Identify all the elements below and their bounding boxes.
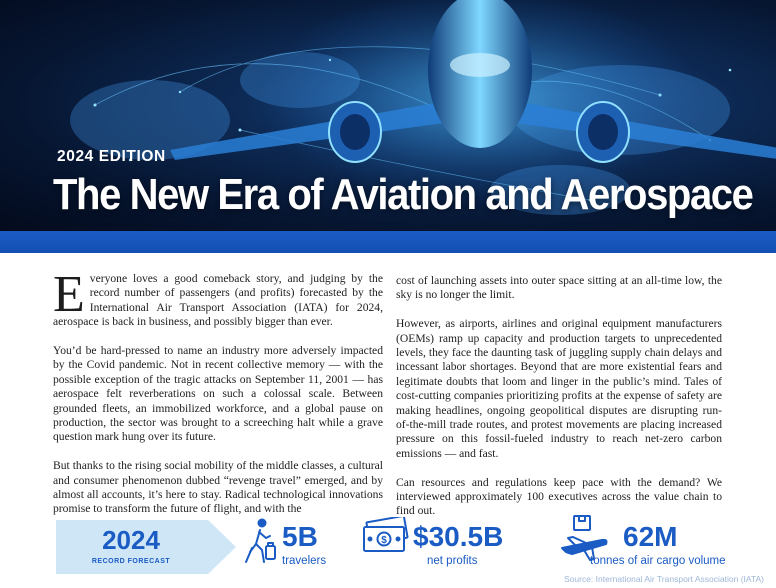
profits-value: $30.5B	[413, 521, 504, 552]
paragraph	[53, 266, 383, 330]
badge-label: RECORD FORECAST	[91, 558, 171, 565]
hero-banner	[0, 0, 776, 231]
drop-cap: E	[53, 266, 85, 323]
paragraph: cost of launching assets into outer space sitting at an all-time low, the sky is no longer the limit.	[396, 274, 722, 302]
edition-label: 2024 EDITION	[57, 148, 166, 165]
paragraph-text: veryone loves a good comeback story, and judging by the record number of passengers (and profits) forecasted by the International Air Transport Association (IATA) for 2024, aerospace is back in business, and possibly bigger than ever.	[53, 272, 383, 329]
cargo-value: 62M	[623, 521, 678, 552]
paragraph: However, as airports, airlines and original equipment manufacturers (OEMs) ramp up capacity and production targets to unprecedented levels, they face the daunting task of juggling supply chain delays and incessant labor shortages. Beyond that are more existential fears and legitimate doubts that loom and linger in the public’s mind. Tales of cost-cutting companies prioritizing profits at the expense of safety are making headlines, ongoing geopolitical disputes are disrupting run-of-the-mill trade routes, and protest movements are placing increased pressure on this fossil-fueled industry to reach net-zero carbon emissions — and fast.	[396, 317, 722, 460]
paragraph: You’d be hard-pressed to name an industry more adversely impacted by the Covid pandemic. Not in recent collective memory — with the possible exception of the tragic attacks on September 11, 2001 — has aerospace felt reverberations on such a colossal scale. Between grounded fleets, an immobilized workforce, and a global pause on production, the sector was brought to a screeching halt while a grave question mark hung over its future.	[53, 344, 383, 444]
source-note: Source: International Air Transport Association (IATA)	[564, 574, 764, 584]
profits-label: net profits	[427, 555, 478, 567]
travelers-value: 5B	[282, 521, 318, 552]
cargo-label: tonnes of air cargo volume	[590, 555, 726, 567]
svg-text:$: $	[381, 535, 387, 546]
paragraph: Can resources and regulations keep pace with the demand? We interviewed approximately 100 executives across the value chain to find out.	[396, 475, 722, 518]
page-title: The New Era of Aviation and Aerospace	[53, 171, 753, 219]
record-forecast-badge	[56, 520, 236, 574]
traveler-with-luggage-icon	[242, 518, 278, 564]
article-column-left	[53, 266, 383, 517]
cash-icon	[360, 517, 410, 557]
badge-year: 2024	[102, 525, 160, 555]
paragraph: But thanks to the rising social mobility of the middle classes, a cultural and consumer phenomenon dubbed “revenge travel” emerged, and by almost all accounts, it’s here to stay. Radical technological innovations promise to transform the future of flight, and with the	[53, 459, 383, 516]
article-column-right	[396, 274, 722, 519]
accent-band	[0, 231, 776, 253]
travelers-label: travelers	[282, 555, 327, 567]
